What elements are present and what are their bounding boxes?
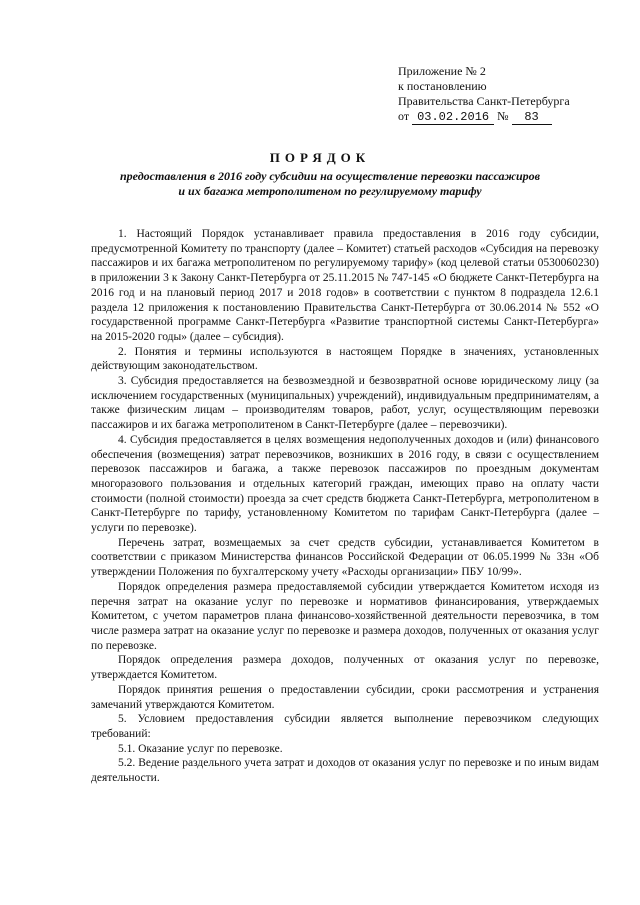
date-prefix: от [398,109,410,123]
appendix-reference: к постановлению [398,79,487,93]
paragraph-4: 4. Субсидия предоставляется в целях возмещения недополученных доходов и (или) финансового обеспечения (возмещения) затрат перевозчиков, возникших в 2016 году, в связи с осуществлением перевозок пассажиров и багажа, а также перевозок пассажиров по проездным документам многоразового пользования и отдельных категорий граждан, имеющих право на оплату части стоимости (полной стоимости) проезда за счет средств бюджета Санкт-Петербурга, метрополитеном в Санкт-Петербурге по тарифу, установленному Комитетом по тарифам Санкт-Петербурга (далее – услуги по перевозке). [91,433,599,535]
subtitle-line-2: и их багажа метрополитеном по регулируемому тарифу [178,184,482,198]
appendix-header [398,64,608,125]
paragraph-5-1: 5.1. Оказание услуг по перевозке. [118,742,283,755]
paragraph-3: 3. Субсидия предоставляется на безвозмездной и безвозвратной основе юридическому лицу (за исключением государственных (муниципальных) учреждений), индивидуальным предпринимателям, а также физическим лицам – производителям товаров, работ, услуг, осуществляющим перевозки пассажиров и их багажа метрополитеном в Санкт-Петербурге (далее – перевозчики). [91,375,599,432]
decree-number: 83 [512,111,552,125]
appendix-date-line [398,109,608,125]
document-title: ПОРЯДОК [269,150,371,165]
paragraph-income-size: Порядок определения размера доходов, полученных от оказания услуг по перевозке, утверждается Комитетом. [91,654,599,682]
document-subtitle [90,169,570,199]
paragraph-5: 5. Условием предоставления субсидии является выполнение перевозчиком следующих требований: [91,713,599,740]
paragraph-1: 1. Настоящий Порядок устанавливает правила предоставления в 2016 году субсидии, предусмотренной Комитету по транспорту (далее – Комитет) статьей расходов «Субсидия на перевозку пассажиров и их багажа метрополитеном по регулируемому тарифу» (код целевой статьи 0530060230) в приложении 3 к Закону Санкт-Петербурга от 25.11.2015 № 747-145 «О бюджете Санкт-Петербурга на 2016 год и на плановый период 2017 и 2018 годов» в соответствии с пунктом 8 подраздела 12.6.1 раздела 12 приложения к постановлению Правительства Санкт-Петербурга от 30.06.2014 № 552 «О государственной программе Санкт-Петербурга «Развитие транспортной системы Санкт-Петербурга» на 2015-2020 годы» (далее – субсидия). [91,228,599,343]
paragraph-expenses-list: Перечень затрат, возмещаемых за счет средств субсидии, устанавливается Комитетом в соответствии с приказом Министерства финансов Российской Федерации от 06.05.1999 № 33н «Об утверждении Положения по бухгалтерскому учету «Расходы организации» ПБУ 10/99». [91,536,599,579]
document-body [91,227,599,786]
number-prefix: № [497,109,509,123]
decree-date: 03.02.2016 [412,111,494,125]
subtitle-line-1: предоставления в 2016 году субсидии на осуществление перевозки пассажиров [120,169,540,183]
paragraph-2: 2. Понятия и термины используются в настоящем Порядке в значениях, установленных действующим законодательством. [91,345,599,373]
appendix-number: Приложение № 2 [398,64,486,78]
paragraph-subsidy-size: Порядок определения размера предоставляемой субсидии утверждается Комитетом исходя из перечня затрат на оказание услуг по перевозке и нормативов финансирования, утверждаемых Комитетом, с учетом параметров плана финансово-хозяйственной деятельности перевозчика, в том числе размера затрат на оказание услуг по перевозке и размера доходов, полученных от оказания услуг по перевозке. [91,580,599,652]
paragraph-5-2: 5.2. Ведение раздельного учета затрат и доходов от оказания услуг по перевозке и по иным видам деятельности. [91,757,599,785]
appendix-authority: Правительства Санкт-Петербурга [398,94,570,108]
paragraph-decision-procedure: Порядок принятия решения о предоставлении субсидии, сроки рассмотрения и устранения замечаний утверждаются Комитетом. [91,683,599,711]
